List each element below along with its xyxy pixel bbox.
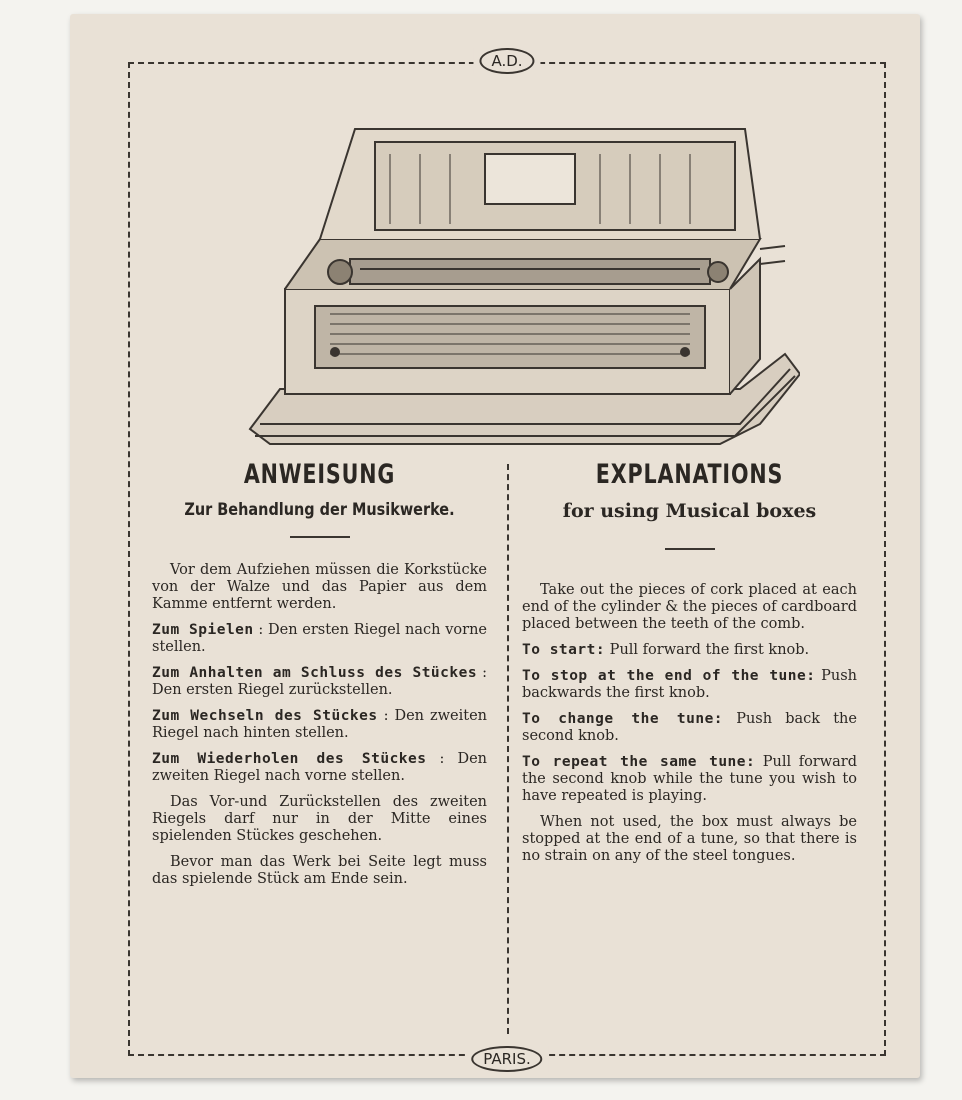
english-column [522, 459, 857, 874]
english-item-label: To start: [522, 642, 606, 658]
german-subtitle: Zur Behandlung der Musikwerke. [184, 500, 455, 520]
seal-ad-text: A.D. [479, 48, 534, 74]
german-item-text: : Den zweiten Riegel nach vorne stellen. [152, 751, 488, 784]
german-column [152, 459, 487, 897]
dashed-border-frame [128, 52, 886, 1068]
seal-paris-text: PARIS. [471, 1046, 542, 1072]
english-item [522, 754, 857, 805]
german-item [152, 622, 487, 656]
bottom-seal [465, 1046, 548, 1072]
english-item-label: To stop at the end of the tune: [522, 668, 816, 684]
german-note-1: Das Vor-und Zurückstellen des zweiten Riegels darf nur in der Mitte eines spielenden Stückes geschehen. [152, 794, 487, 844]
english-item-text: Push backwards the first knob. [522, 668, 858, 701]
english-item [522, 668, 857, 702]
german-intro: Vor dem Aufziehen müssen die Korkstücke von der Walze und das Papier aus dem Kamme entfernt werden. [152, 562, 487, 612]
music-box-illustration [240, 124, 800, 449]
english-item [522, 711, 857, 745]
english-item-label: To repeat the same tune: [522, 754, 756, 770]
english-item-text: Pull forward the first knob. [605, 642, 810, 658]
english-title-rule [665, 548, 715, 550]
english-item-text: Push back the second knob. [522, 711, 857, 744]
english-item [522, 642, 857, 659]
german-title-rule [290, 536, 350, 538]
english-subtitle: for using Musical boxes [562, 500, 817, 522]
german-item-label: Zum Spielen [152, 622, 254, 638]
german-item-text: : Den ersten Riegel zurückstellen. [152, 665, 487, 698]
german-title: ANWEISUNG [243, 459, 396, 490]
english-item-label: To change the tune: [522, 711, 724, 727]
instruction-card [70, 14, 920, 1078]
german-note-2: Bevor man das Werk bei Seite legt muss das spielende Stück am Ende sein. [152, 854, 487, 887]
german-item-text: : Den ersten Riegel nach vorne stellen. [152, 622, 488, 655]
column-divider [507, 464, 509, 1034]
german-item-label: Zum Wiederholen des Stückes [152, 751, 427, 767]
german-item [152, 751, 487, 785]
english-item-text: Pull forward the second knob while the tune you wish to have repeated is playing. [522, 754, 858, 804]
english-intro: Take out the pieces of cork placed at each end of the cylinder & the pieces of cardboard placed between the teeth of the comb. [522, 582, 857, 632]
german-item [152, 708, 487, 742]
german-item [152, 665, 487, 699]
german-item-text: : Den zweiten Riegel nach hinten stellen. [152, 708, 488, 741]
top-seal [473, 48, 540, 74]
english-note: When not used, the box must always be stopped at the end of a tune, so that there is no strain on any of the steel tongues. [522, 814, 857, 864]
german-item-label: Zum Wechseln des Stückes [152, 708, 378, 724]
english-title: EXPLANATIONS [595, 459, 784, 490]
german-item-label: Zum Anhalten am Schluss des Stückes [152, 665, 478, 681]
